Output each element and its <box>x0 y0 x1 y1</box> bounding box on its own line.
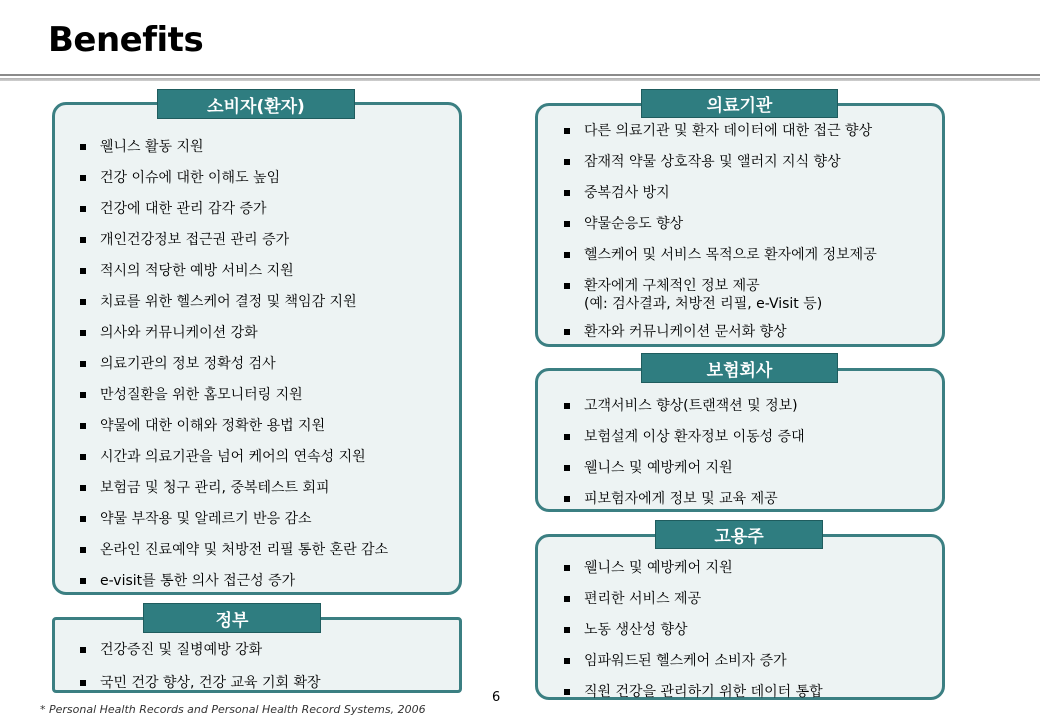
list-item: 치료를 위한 헬스케어 결정 및 책임감 지원 <box>76 293 388 311</box>
list-item: 웰니스 및 예방케어 지원 <box>560 459 805 477</box>
list-item: 중복검사 방지 <box>560 184 877 202</box>
employer-header: 고용주 <box>655 520 823 549</box>
list-item: 노동 생산성 향상 <box>560 621 823 639</box>
provider-header: 의료기관 <box>641 89 838 118</box>
list-item: 편리한 서비스 제공 <box>560 590 823 608</box>
list-item: 웰니스 및 예방케어 지원 <box>560 559 823 577</box>
title-divider <box>0 74 1040 81</box>
provider-list <box>560 122 877 341</box>
list-item: 적시의 적당한 예방 서비스 지원 <box>76 262 388 280</box>
list-item-subtext: (예: 검사결과, 처방전 리필, e-Visit 등) <box>584 296 823 312</box>
list-item: 약물에 대한 이해와 정확한 용법 지원 <box>76 417 388 435</box>
list-item: 온라인 진료예약 및 처방전 리필 통한 혼란 감소 <box>76 541 388 559</box>
list-item: 웰니스 활동 지원 <box>76 138 388 156</box>
list-item <box>560 277 877 313</box>
insurer-list <box>560 397 805 508</box>
list-item: 피보험자에게 정보 및 교육 제공 <box>560 490 805 508</box>
list-item: 헬스케어 및 서비스 목적으로 환자에게 정보제공 <box>560 246 877 264</box>
list-item: 개인건강정보 접근권 관리 증가 <box>76 231 388 249</box>
list-item: 의사와 커뮤니케이션 강화 <box>76 324 388 342</box>
list-item-text: 환자에게 구체적인 정보 제공 <box>584 278 760 294</box>
government-header: 정부 <box>143 603 321 633</box>
list-item: 고객서비스 향상(트랜잭션 및 정보) <box>560 397 805 415</box>
list-item: 시간과 의료기관을 넘어 케어의 연속성 지원 <box>76 448 388 466</box>
list-item: 임파워드된 헬스케어 소비자 증가 <box>560 652 823 670</box>
consumer-list <box>76 138 388 590</box>
list-item: 의료기관의 정보 정확성 검사 <box>76 355 388 373</box>
list-item: e-visit를 통한 의사 접근성 증가 <box>76 572 388 590</box>
insurer-header: 보험회사 <box>641 353 838 383</box>
list-item: 건강에 대한 관리 감각 증가 <box>76 200 388 218</box>
list-item: 약물순응도 향상 <box>560 215 877 233</box>
list-item: 직원 건강을 관리하기 위한 데이터 통합 <box>560 683 823 701</box>
list-item: 건강증진 및 질병예방 강화 <box>76 641 321 659</box>
government-list <box>76 641 321 692</box>
list-item: 환자와 커뮤니케이션 문서화 향상 <box>560 323 877 341</box>
slide-title: Benefits <box>48 20 204 60</box>
list-item: 다른 의료기관 및 환자 데이터에 대한 접근 향상 <box>560 122 877 140</box>
employer-list <box>560 559 823 701</box>
page-number: 6 <box>492 690 501 705</box>
list-item: 보험금 및 청구 관리, 중복테스트 회피 <box>76 479 388 497</box>
list-item: 잠재적 약물 상호작용 및 앨러지 지식 향상 <box>560 153 877 171</box>
footnote: * Personal Health Records and Personal Health Record Systems, 2006 <box>40 703 426 716</box>
list-item: 건강 이슈에 대한 이해도 높임 <box>76 169 388 187</box>
list-item: 만성질환을 위한 홈모니터링 지원 <box>76 386 388 404</box>
list-item: 보험설계 이상 환자정보 이동성 증대 <box>560 428 805 446</box>
list-item: 국민 건강 향상, 건강 교육 기회 확장 <box>76 674 321 692</box>
consumer-header: 소비자(환자) <box>157 89 355 119</box>
list-item: 약물 부작용 및 알레르기 반응 감소 <box>76 510 388 528</box>
